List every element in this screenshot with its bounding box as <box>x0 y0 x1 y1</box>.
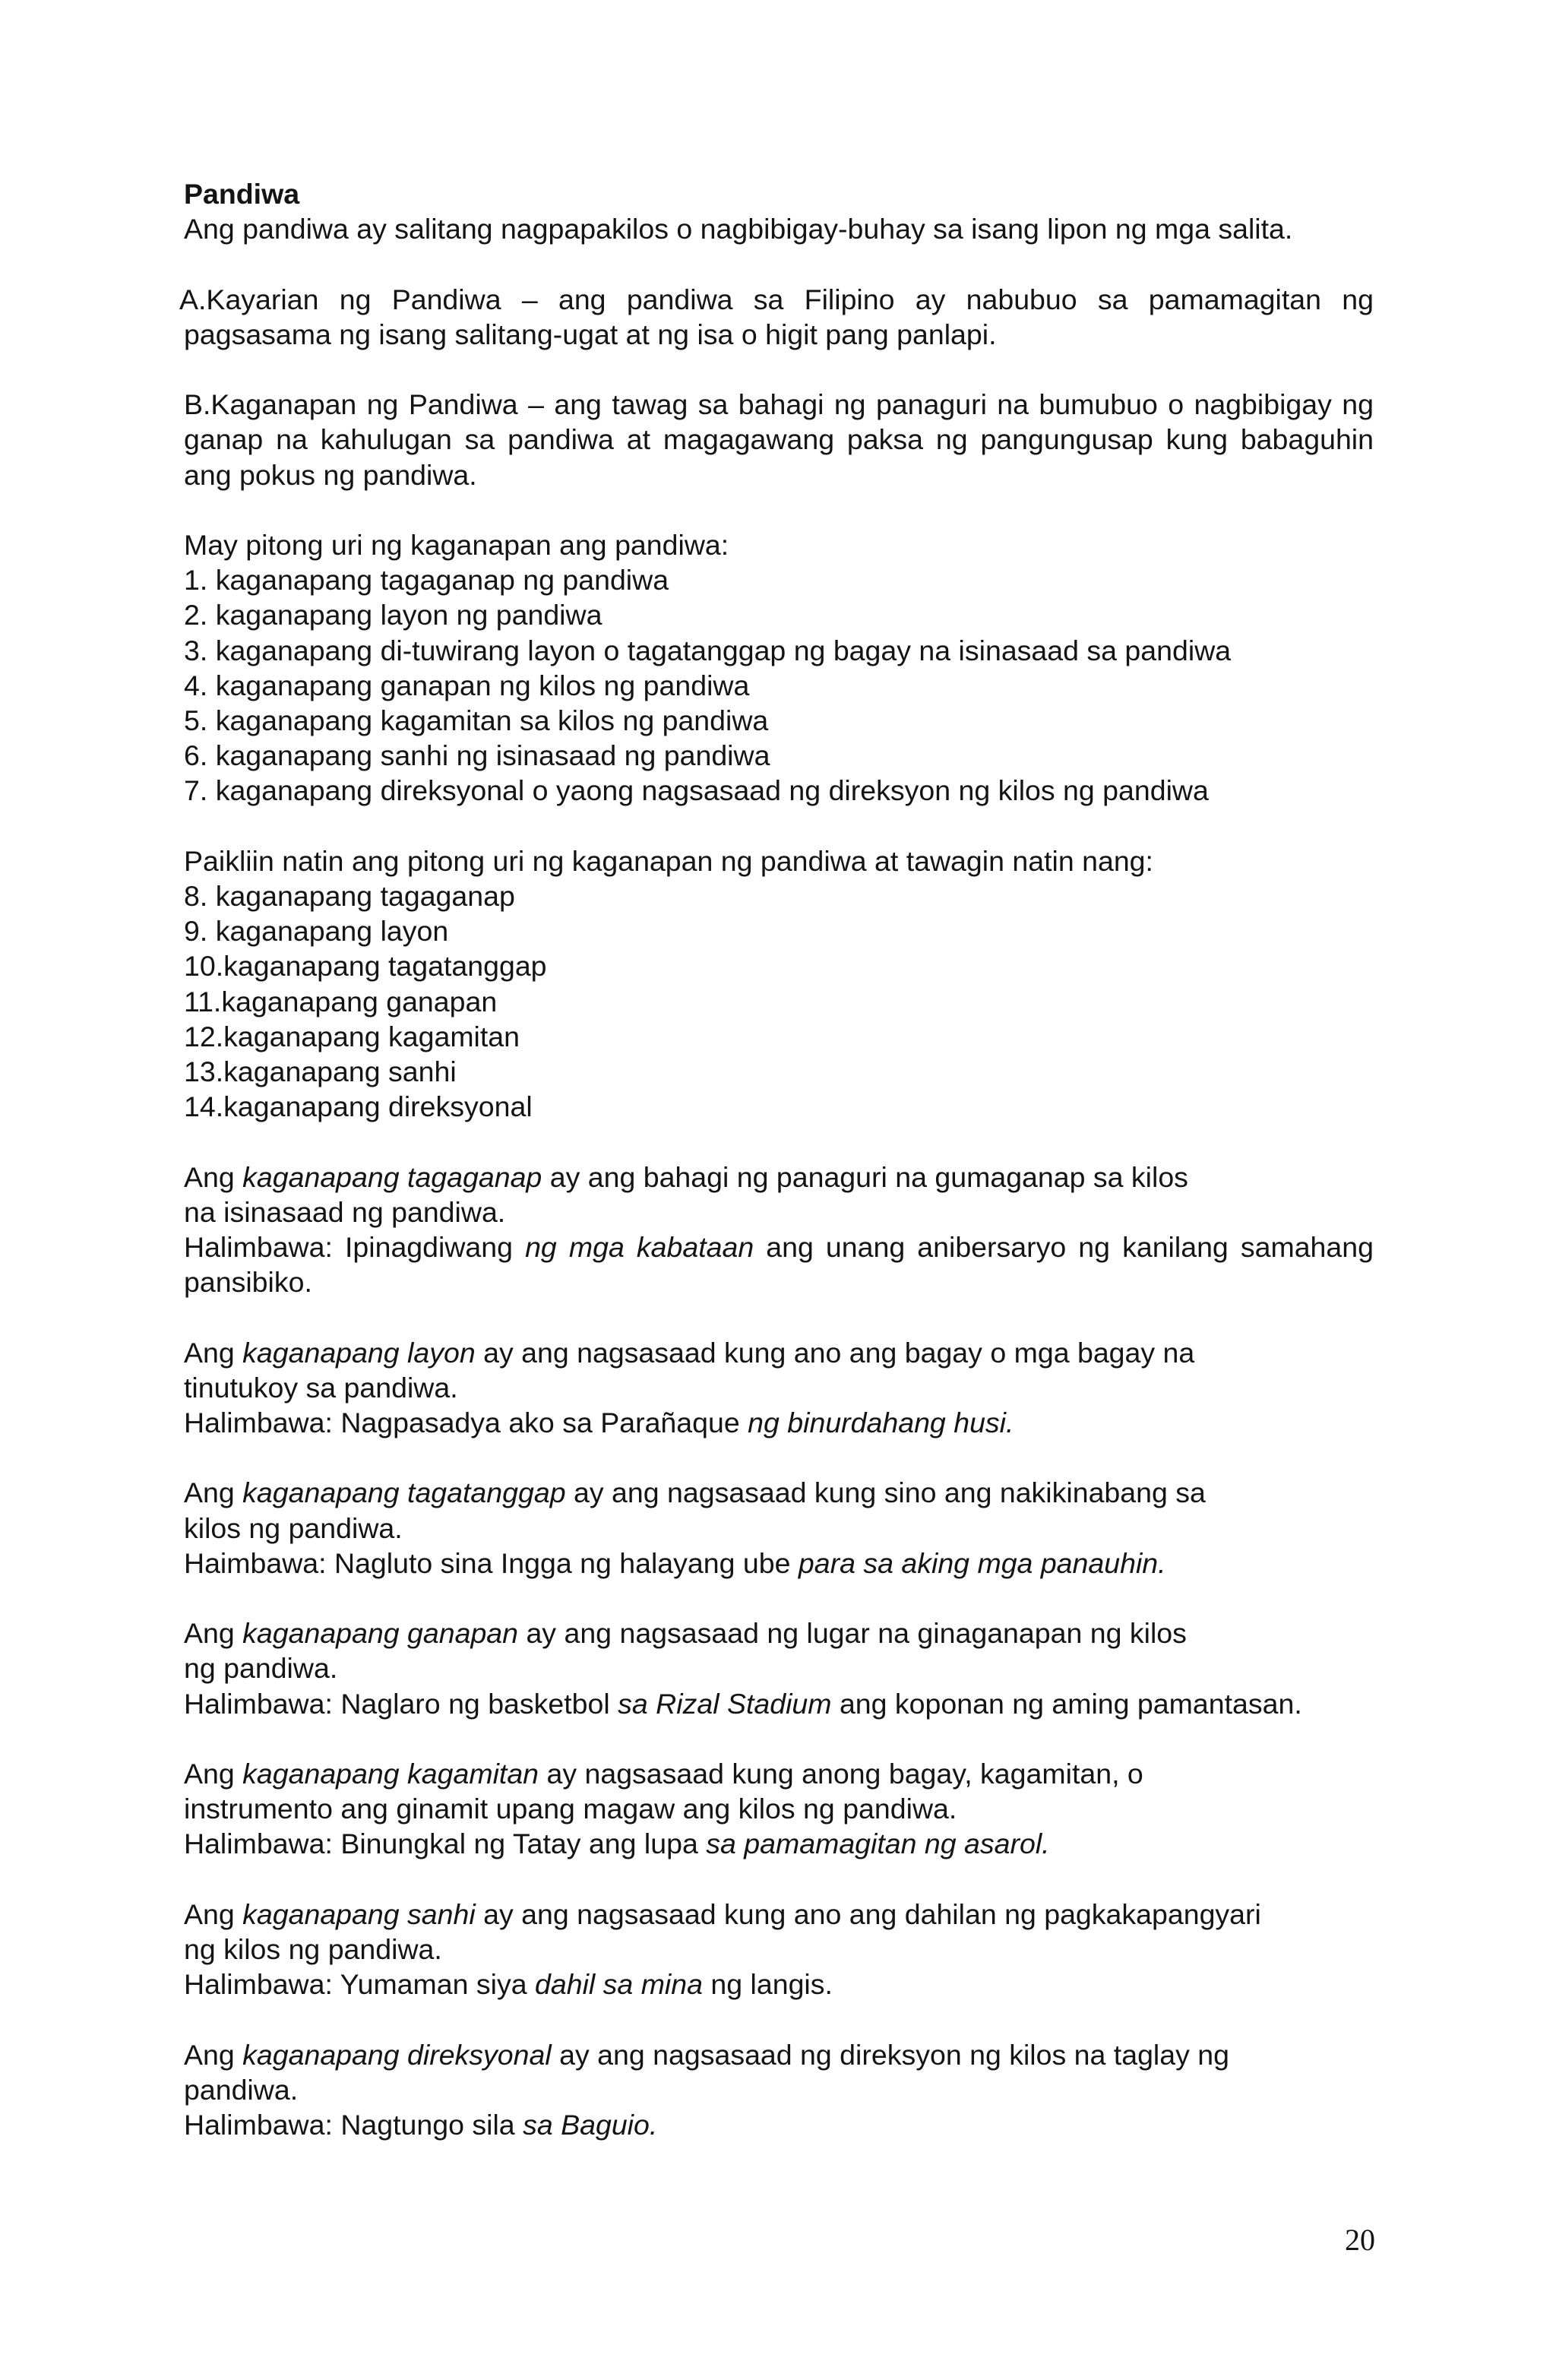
term: kaganapang sanhi <box>242 1897 476 1930</box>
intro-paragraph: Ang pandiwa ay salitang nagpapakilos o nagbibigay-buhay sa isang lipon ng mga salita. <box>184 213 1293 245</box>
list-item: 5. kaganapang kagamitan sa kilos ng pandiwa <box>184 704 769 736</box>
list-item: 14.kaganapang direksyonal <box>184 1090 533 1123</box>
section-b-paragraph: B.Kaganapan ng Pandiwa – ang tawag sa bahagi ng panaguri na bumubuo o nagbibigay ng ganap na kahulugan sa pandiwa at magagawang paksa ng pangungusap kung babaguhin ang pokus ng pandiwa. <box>184 388 1374 491</box>
definition-block-tagaganap: Ang kaganapang tagaganap ay ang bahagi ng panaguri na gumaganap sa kilos na isinasaad ng pandiwa. Halimbawa: Ipinagdiwang ng mga kabataan ang unang anibersaryo ng kanilang samahang pansibiko. <box>184 1124 1374 1299</box>
list2-heading: Paikliin natin ang pitong uri ng kaganapan ng pandiwa at tawagin natin nang: <box>184 844 1153 877</box>
term: kaganapang ganapan <box>242 1617 519 1650</box>
list-item: 3. kaganapang di-tuwirang layon o tagatanggap ng bagay na isinasaad sa pandiwa <box>184 634 1232 666</box>
page-title: Pandiwa <box>184 178 300 210</box>
list-item: 7. kaganapang direksyonal o yaong nagsasaad ng direksyon ng kilos ng pandiwa <box>184 774 1209 807</box>
list-item: 2. kaganapang layon ng pandiwa <box>184 599 602 631</box>
list-item: 9. kaganapang layon <box>184 915 449 948</box>
list-item: 6. kaganapang sanhi ng isinasaad ng pandiwa <box>184 739 770 772</box>
definition-block-tagatanggap: Ang kaganapang tagatanggap ay ang nagsasaad kung sino ang nakikinabang sa kilos ng pandiwa. Haimbawa: Nagluto sina Ingga ng halayang ube para sa aking mga panauhin. <box>184 1440 1374 1581</box>
term: kaganapang layon <box>242 1336 476 1369</box>
definition-block-direksyonal: Ang kaganapang direksyonal ay ang nagsasaad ng direksyon ng kilos na taglay ng pandiwa. Halimbawa: Nagtungo sila sa Baguio. <box>184 2002 1374 2142</box>
term: kaganapang direksyonal <box>242 2038 552 2071</box>
definition-block-sanhi: Ang kaganapang sanhi ay ang nagsasaad kung ano ang dahilan ng pagkakapangyari ng kilos ng pandiwa. Halimbawa: Yumaman siya dahil sa mina ng langis. <box>184 1862 1374 2002</box>
list-item: 11.kaganapang ganapan <box>184 985 498 1018</box>
list-item: 4. kaganapang ganapan ng kilos ng pandiwa <box>184 669 750 701</box>
definition-block-ganapan: Ang kaganapang ganapan ay ang nagsasaad ng lugar na ginaganapan ng kilos ng pandiwa. Halimbawa: Naglaro ng basketbol sa Rizal Stadium ang koponan ng aming pamantasan. <box>184 1581 1374 1721</box>
list-item: 10.kaganapang tagatanggap <box>184 950 547 983</box>
list-item: 12.kaganapang kagamitan <box>184 1020 520 1052</box>
list-item: 13.kaganapang sanhi <box>184 1055 457 1088</box>
term: kaganapang tagaganap <box>242 1160 542 1193</box>
definition-block-kagamitan: Ang kaganapang kagamitan ay nagsasaad kung anong bagay, kagamitan, o instrumento ang ginamit upang magaw ang kilos ng pandiwa. Halimbawa: Binungkal ng Tatay ang lupa sa pamamagitan ng asarol. <box>184 1721 1374 1862</box>
example: Halimbawa: Binungkal ng Tatay ang lupa sa pamamagitan ng asarol. <box>184 1828 1050 1860</box>
list1 <box>184 562 1374 808</box>
section-a-paragraph: A.Kayarian ng Pandiwa – ang pandiwa sa Filipino ay nabubuo sa pamamagitan ng pagsasama ng isang salitang-ugat at ng isa o higit pang panlapi. <box>179 283 1374 350</box>
list-item: 8. kaganapang tagaganap <box>184 880 515 912</box>
example: Halimbawa: Ipinagdiwang ng mga kabataan ang unang anibersaryo ng kanilang samahang pansibiko. <box>184 1231 1374 1299</box>
term: kaganapang tagatanggap <box>242 1476 566 1509</box>
term: kaganapang kagamitan <box>242 1758 539 1790</box>
example: Halimbawa: Nagpasadya ako sa Parañaque ng binurdahang husi. <box>184 1407 1014 1439</box>
page-number: 20 <box>1345 2223 1375 2257</box>
example: Halimbawa: Yumaman siya dahil sa mina ng langis. <box>184 1968 833 2001</box>
definition-block-layon: Ang kaganapang layon ay ang nagsasaad kung ano ang bagay o mga bagay na tinutukoy sa pandiwa. Halimbawa: Nagpasadya ako sa Parañaque ng binurdahang husi. <box>184 1299 1374 1440</box>
document-body <box>179 176 1374 2142</box>
list-item: 1. kaganapang tagaganap ng pandiwa <box>184 564 669 597</box>
example: Haimbawa: Nagluto sina Ingga ng halayang ube para sa aking mga panauhin. <box>184 1546 1166 1579</box>
example: Halimbawa: Nagtungo sila sa Baguio. <box>184 2109 658 2141</box>
list2 <box>184 878 1374 1124</box>
example: Halimbawa: Naglaro ng basketbol sa Rizal Stadium ang koponan ng aming pamantasan. <box>184 1687 1302 1720</box>
list1-heading: May pitong uri ng kaganapan ang pandiwa: <box>184 528 729 561</box>
